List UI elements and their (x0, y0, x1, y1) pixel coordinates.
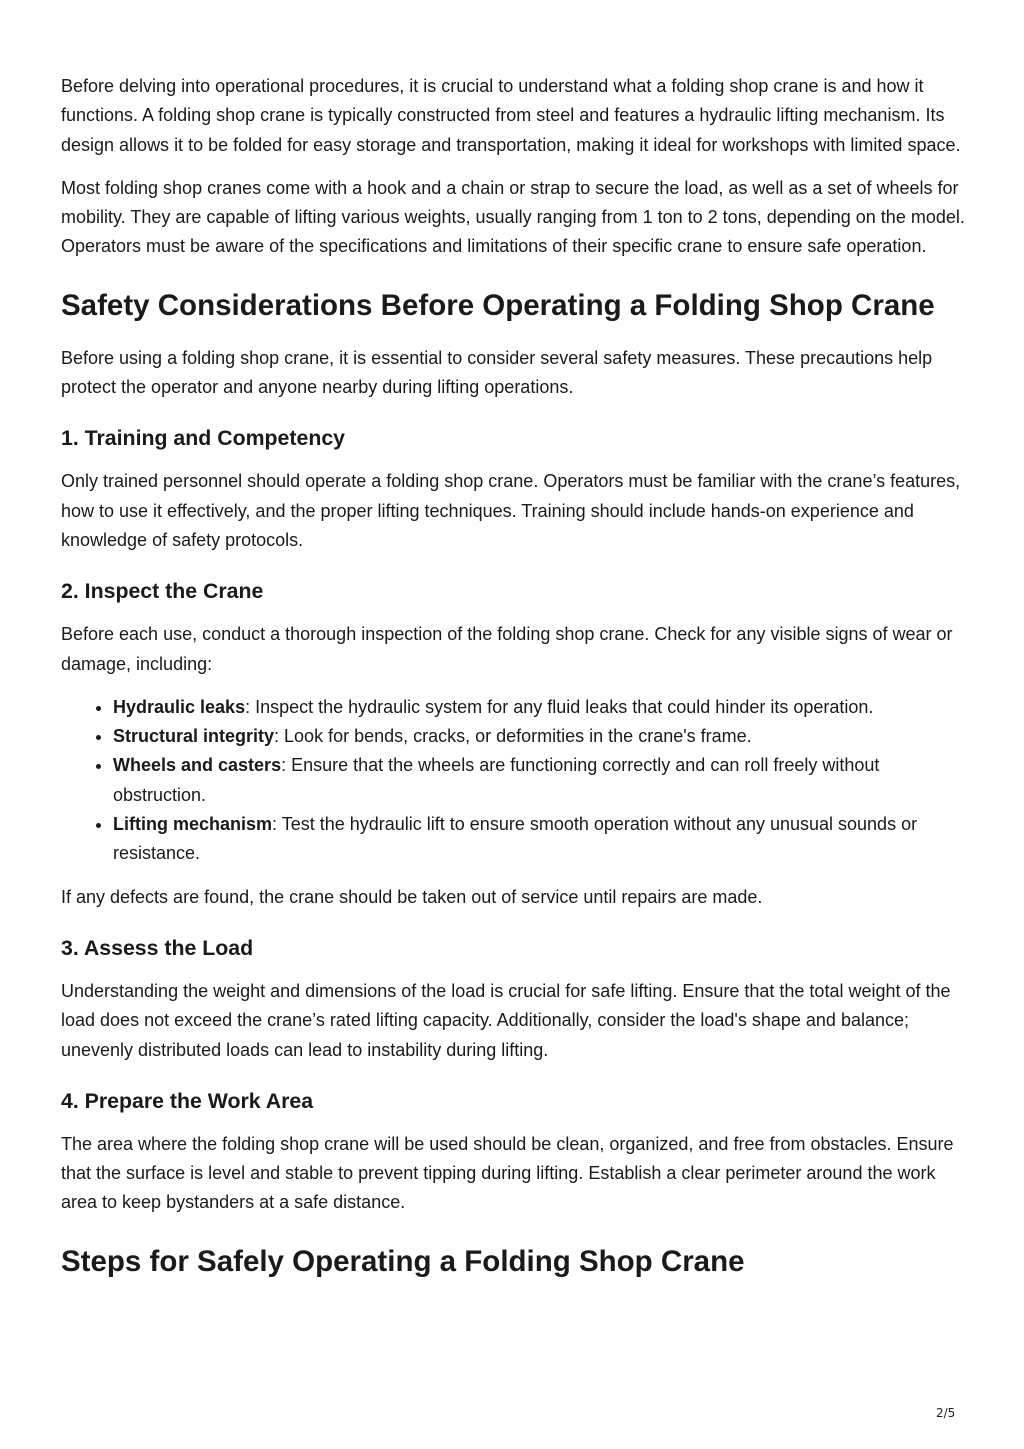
subsection-heading-inspect: 2. Inspect the Crane (61, 579, 264, 604)
list-item-desc: : Ensure that the wheels are functioning correctly and can roll freely without obstruction. (113, 755, 880, 805)
list-item-term: Structural integrity (113, 726, 275, 747)
inspection-checklist (61, 693, 966, 869)
list-item-desc: : Inspect the hydraulic system for any fluid leaks that could hinder its operation. (245, 696, 874, 717)
list-item-term: Wheels and casters (113, 755, 282, 776)
list-item (113, 751, 966, 810)
list-item (113, 722, 966, 751)
intro-paragraph-1: Before delving into operational procedures, it is crucial to understand what a folding shop crane is and how it functions. A folding shop crane is typically constructed from steel and features a hydraulic lifting mechanism. Its design allows it to be folded for easy storage and transportation, making it ideal for workshops with limited space. (61, 76, 961, 155)
subsection-heading-work-area: 4. Prepare the Work Area (61, 1088, 314, 1113)
subsection-heading-assess-load: 3. Assess the Load (61, 935, 254, 960)
intro-paragraph-2: Most folding shop cranes come with a hook and a chain or strap to secure the load, as well as a set of wheels for mobility. They are capable of lifting various weights, usually ranging from 1 ton to 2 tons, depending on the model. Operators must be aware of the specifications and limitations of their specific crane to ensure safe operation. (61, 177, 965, 257)
list-item-desc: : Look for bends, cracks, or deformities in the crane's frame. (274, 726, 752, 747)
list-item-term: Hydraulic leaks (113, 696, 246, 717)
inspect-paragraph: Before each use, conduct a thorough inspection of the folding shop crane. Check for any visible signs of wear or damage, including: (61, 624, 953, 674)
defects-paragraph: If any defects are found, the crane should be taken out of service until repairs are made. (61, 886, 763, 907)
page-number: 2/5 (936, 1406, 956, 1420)
work-area-paragraph: The area where the folding shop crane will be used should be clean, organized, and free from obstacles. Ensure that the surface is level and stable to prevent tipping during lifting. Establish a clear perimeter around the work area to keep bystanders at a safe distance. (61, 1133, 954, 1213)
safety-intro-paragraph: Before using a folding shop crane, it is essential to consider several safety measures. These precautions help protect the operator and anyone nearby during lifting operations. (61, 347, 933, 398)
section-heading-safety: Safety Considerations Before Operating a Folding Shop Crane (61, 288, 935, 322)
subsection-heading-training: 1. Training and Competency (61, 426, 346, 451)
assess-load-paragraph: Understanding the weight and dimensions of the load is crucial for safe lifting. Ensure that the total weight of the load does not exceed the crane’s rated lifting capacity. Additionally, consider the load's shape and balance; unevenly distributed loads can lead to instability during lifting. (61, 980, 951, 1060)
training-paragraph: Only trained personnel should operate a folding shop crane. Operators must be familiar with the crane’s features, how to use it effectively, and the proper lifting techniques. Training should include hands-on experience and knowledge of safety protocols. (61, 471, 961, 550)
list-item (113, 810, 966, 869)
section-heading-steps: Steps for Safely Operating a Folding Shop Crane (61, 1244, 745, 1278)
list-item (113, 693, 966, 722)
list-item-desc: : Test the hydraulic lift to ensure smooth operation without any unusual sounds or resistance. (113, 814, 918, 864)
document-page (61, 72, 966, 1300)
list-item-term: Lifting mechanism (113, 814, 273, 835)
